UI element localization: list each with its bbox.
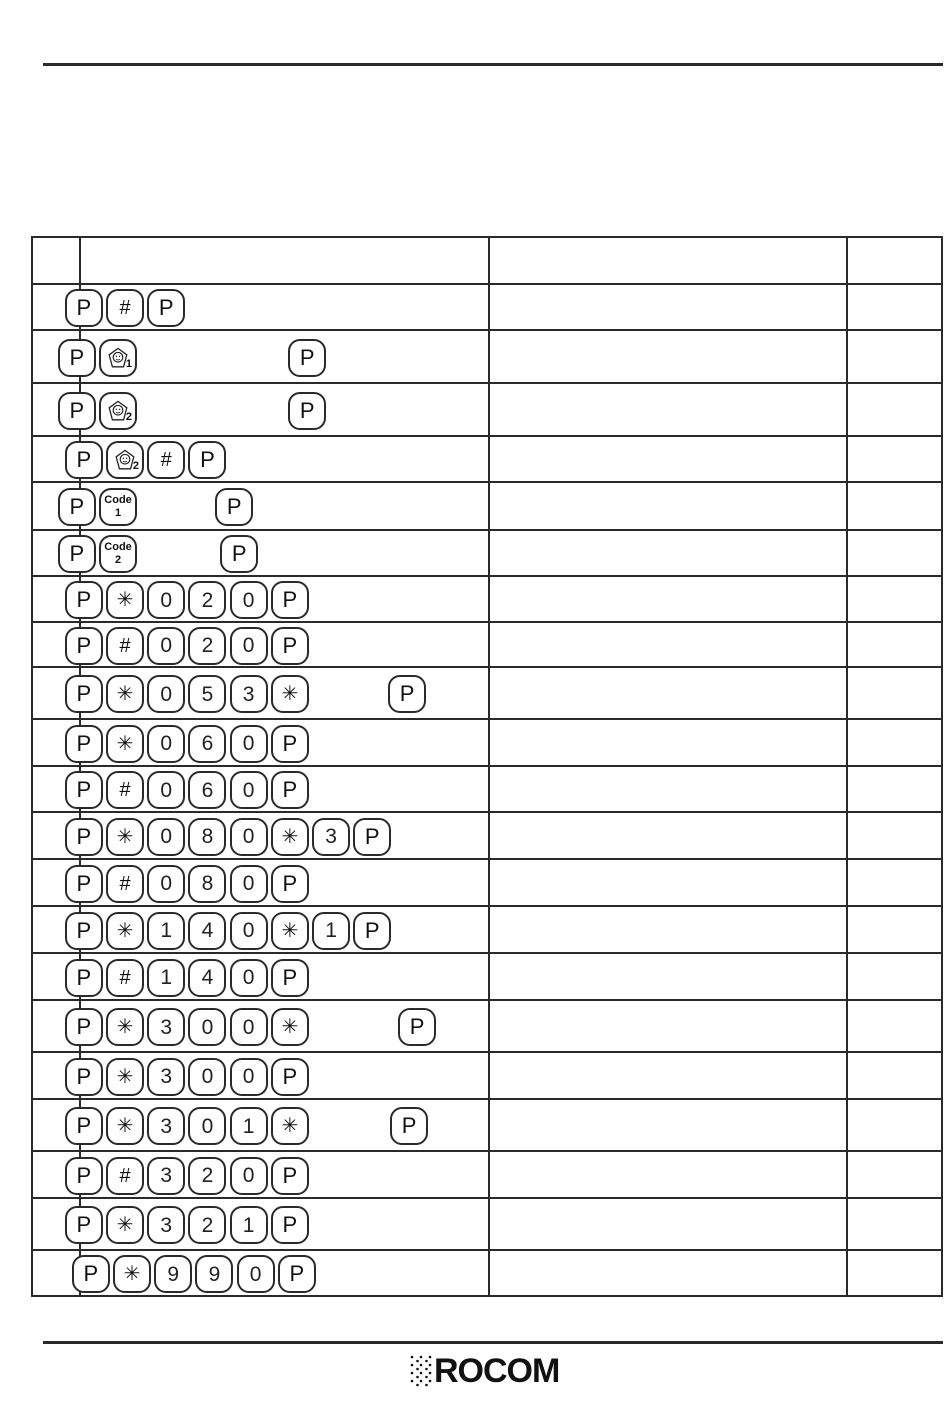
key-p: P — [65, 725, 103, 763]
table-row — [32, 1198, 942, 1250]
function-cell — [489, 1000, 847, 1052]
key-hash: # — [106, 959, 144, 997]
key-digit-3: 3 — [312, 818, 350, 856]
function-cell — [489, 1250, 847, 1296]
header-cell-page — [847, 237, 942, 284]
key-digit-1: 1 — [147, 912, 185, 950]
key-p: P — [65, 627, 103, 665]
key-digit-2: 2 — [188, 627, 226, 665]
page-cell — [847, 576, 942, 622]
key-digit-9: 9 — [195, 1255, 233, 1293]
page-cell — [847, 330, 942, 383]
page-cell — [847, 906, 942, 953]
function-cell — [489, 906, 847, 953]
page-cell — [847, 812, 942, 859]
key-p: P — [65, 818, 103, 856]
page-cell — [847, 1151, 942, 1198]
key-star: ✳ — [106, 1058, 144, 1096]
page-cell — [847, 1198, 942, 1250]
function-cell — [489, 436, 847, 482]
key-sequence-cell — [76, 812, 490, 859]
key-digit-3: 3 — [147, 1107, 185, 1145]
key-digit-0: 0 — [230, 725, 268, 763]
function-cell — [489, 719, 847, 766]
key-sequence-cell — [76, 622, 490, 667]
key-hash: # — [106, 627, 144, 665]
key-sequence-cell — [76, 906, 490, 953]
header-cell-function — [489, 237, 847, 284]
table-row — [32, 1151, 942, 1198]
key-hash: # — [147, 441, 185, 479]
function-cell — [489, 482, 847, 530]
key-p: P — [353, 818, 391, 856]
key-digit-0: 0 — [237, 1255, 275, 1293]
key-p: P — [72, 1255, 110, 1293]
key-sequence-cell — [76, 1198, 490, 1250]
key-digit-0: 0 — [230, 1058, 268, 1096]
key-sequence-cell — [69, 482, 490, 530]
table-row — [32, 859, 942, 906]
key-star: ✳ — [106, 1008, 144, 1046]
key-sequence-cell — [76, 766, 490, 812]
table-row — [32, 953, 942, 1000]
key-p: P — [65, 441, 103, 479]
bottom-rule — [43, 1341, 943, 1344]
key-p: P — [65, 1008, 103, 1046]
key-sequence-cell — [76, 719, 490, 766]
key-digit-0: 0 — [230, 771, 268, 809]
table-row — [32, 1099, 942, 1151]
key-code-number: 1 — [114, 507, 122, 519]
key-user-number: 2 — [125, 410, 133, 423]
key-p: P — [271, 627, 309, 665]
key-p: P — [388, 675, 426, 713]
function-cell — [489, 330, 847, 383]
table-row — [32, 482, 942, 530]
key-star: ✳ — [271, 818, 309, 856]
function-cell — [489, 667, 847, 719]
key-user-number: 2 — [132, 460, 140, 472]
key-digit-0: 0 — [147, 865, 185, 903]
table-row — [32, 906, 942, 953]
key-p: P — [288, 392, 326, 430]
key-sequence-cell — [76, 576, 490, 622]
key-digit-0: 0 — [188, 1008, 226, 1046]
header-cell-number — [32, 237, 80, 284]
key-p: P — [271, 581, 309, 619]
key-p: P — [65, 581, 103, 619]
key-digit-8: 8 — [188, 865, 226, 903]
key-digit-9: 9 — [154, 1255, 192, 1293]
page-cell — [847, 766, 942, 812]
key-sequence-cell — [76, 1151, 490, 1198]
table-header-row — [32, 237, 942, 284]
key-digit-0: 0 — [188, 1058, 226, 1096]
key-digit-0: 0 — [230, 627, 268, 665]
key-star: ✳ — [106, 818, 144, 856]
function-cell — [489, 284, 847, 330]
page-cell — [847, 482, 942, 530]
key-digit-0: 0 — [230, 581, 268, 619]
key-digit-8: 8 — [188, 818, 226, 856]
key-sequence-cell — [76, 284, 490, 330]
key-p: P — [65, 865, 103, 903]
key-hash: # — [106, 865, 144, 903]
table-row — [32, 284, 942, 330]
key-digit-4: 4 — [188, 912, 226, 950]
page-cell — [847, 622, 942, 667]
table-row — [32, 719, 942, 766]
key-star: ✳ — [106, 912, 144, 950]
function-cell — [489, 812, 847, 859]
key-digit-1: 1 — [230, 1107, 268, 1145]
key-sequence-cell — [69, 530, 490, 576]
key-digit-3: 3 — [147, 1058, 185, 1096]
table-row — [32, 576, 942, 622]
key-p: P — [65, 1206, 103, 1244]
key-star: ✳ — [271, 675, 309, 713]
logo-text: ROCOM — [434, 1351, 560, 1390]
key-digit-3: 3 — [147, 1157, 185, 1195]
key-p: P — [65, 1157, 103, 1195]
key-code-word: Code — [104, 494, 132, 506]
key-star: ✳ — [271, 1107, 309, 1145]
key-digit-6: 6 — [188, 771, 226, 809]
page-cell — [847, 1099, 942, 1151]
key-p: P — [58, 488, 96, 526]
key-digit-0: 0 — [147, 818, 185, 856]
table-row — [32, 436, 942, 482]
key-p: P — [271, 1058, 309, 1096]
rocom-logo — [410, 1353, 559, 1389]
function-cell — [489, 1198, 847, 1250]
key-digit-6: 6 — [188, 725, 226, 763]
key-digit-3: 3 — [147, 1206, 185, 1244]
key-digit-0: 0 — [147, 725, 185, 763]
function-cell — [489, 766, 847, 812]
page-cell — [847, 1000, 942, 1052]
key-digit-0: 0 — [147, 581, 185, 619]
key-p: P — [271, 1206, 309, 1244]
key-user-1 — [99, 339, 137, 377]
logo-dot-pattern-icon — [410, 1355, 432, 1387]
table-row — [32, 330, 942, 383]
key-p: P — [65, 1058, 103, 1096]
key-p: P — [147, 289, 185, 327]
page-cell — [847, 436, 942, 482]
key-p: P — [58, 535, 96, 573]
key-sequence-cell — [76, 1000, 490, 1052]
key-sequence-cell — [69, 330, 490, 383]
page-cell — [847, 284, 942, 330]
key-p: P — [215, 488, 253, 526]
key-p: P — [58, 392, 96, 430]
key-digit-0: 0 — [230, 959, 268, 997]
function-cell — [489, 622, 847, 667]
key-p: P — [65, 771, 103, 809]
function-cell — [489, 576, 847, 622]
key-sequence-cell — [76, 1052, 490, 1099]
key-digit-3: 3 — [147, 1008, 185, 1046]
key-p: P — [65, 959, 103, 997]
key-digit-1: 1 — [230, 1206, 268, 1244]
key-p: P — [271, 725, 309, 763]
key-digit-0: 0 — [230, 1008, 268, 1046]
key-digit-0: 0 — [147, 771, 185, 809]
page-cell — [847, 383, 942, 436]
function-cell — [489, 383, 847, 436]
top-rule — [43, 63, 943, 66]
key-hash: # — [106, 289, 144, 327]
table-row — [32, 766, 942, 812]
key-p: P — [65, 912, 103, 950]
key-p: P — [271, 959, 309, 997]
key-digit-2: 2 — [188, 1157, 226, 1195]
key-user-number: 1 — [125, 357, 133, 370]
key-star: ✳ — [106, 581, 144, 619]
key-user-2 — [106, 441, 144, 479]
key-digit-2: 2 — [188, 1206, 226, 1244]
key-p: P — [188, 441, 226, 479]
key-p: P — [271, 771, 309, 809]
function-cell — [489, 953, 847, 1000]
key-digit-1: 1 — [312, 912, 350, 950]
page-cell — [847, 1052, 942, 1099]
table-row — [32, 667, 942, 719]
key-star: ✳ — [113, 1255, 151, 1293]
key-p: P — [220, 535, 258, 573]
key-code-1 — [99, 488, 137, 526]
table-row — [32, 1250, 942, 1296]
key-digit-0: 0 — [147, 675, 185, 713]
key-sequence-cell — [80, 1250, 490, 1296]
key-code-word: Code — [104, 541, 132, 553]
key-p: P — [65, 289, 103, 327]
key-digit-0: 0 — [230, 1157, 268, 1195]
header-cell-sequence — [80, 237, 490, 284]
page-cell — [847, 719, 942, 766]
key-star: ✳ — [271, 1008, 309, 1046]
page-cell — [847, 859, 942, 906]
function-cell — [489, 530, 847, 576]
key-star: ✳ — [271, 912, 309, 950]
key-hash: # — [106, 1157, 144, 1195]
key-sequence-cell — [76, 953, 490, 1000]
key-code-2 — [99, 535, 137, 573]
table-row — [32, 1052, 942, 1099]
programming-code-table — [31, 236, 943, 1297]
key-digit-0: 0 — [230, 818, 268, 856]
key-sequence-cell — [76, 436, 490, 482]
key-p: P — [353, 912, 391, 950]
page-cell — [847, 530, 942, 576]
key-code-number: 2 — [114, 554, 122, 566]
key-p: P — [65, 675, 103, 713]
key-digit-5: 5 — [188, 675, 226, 713]
table-row — [32, 530, 942, 576]
key-star: ✳ — [106, 1206, 144, 1244]
key-digit-0: 0 — [188, 1107, 226, 1145]
function-cell — [489, 1099, 847, 1151]
key-p: P — [390, 1107, 428, 1145]
key-p: P — [271, 865, 309, 903]
key-hash: # — [106, 771, 144, 809]
key-digit-0: 0 — [230, 865, 268, 903]
key-sequence-cell — [76, 859, 490, 906]
key-digit-0: 0 — [230, 912, 268, 950]
function-cell — [489, 1151, 847, 1198]
page-cell — [847, 1250, 942, 1296]
key-p: P — [58, 339, 96, 377]
function-cell — [489, 859, 847, 906]
table-row — [32, 1000, 942, 1052]
function-cell — [489, 1052, 847, 1099]
key-user-2 — [99, 392, 137, 430]
table-row — [32, 622, 942, 667]
key-star: ✳ — [106, 725, 144, 763]
table-row — [32, 383, 942, 436]
key-star: ✳ — [106, 1107, 144, 1145]
key-digit-2: 2 — [188, 581, 226, 619]
key-p: P — [398, 1008, 436, 1046]
key-sequence-cell — [69, 383, 490, 436]
key-digit-3: 3 — [230, 675, 268, 713]
page-cell — [847, 953, 942, 1000]
key-digit-1: 1 — [147, 959, 185, 997]
key-sequence-cell — [76, 667, 490, 719]
key-digit-0: 0 — [147, 627, 185, 665]
page-cell — [847, 667, 942, 719]
key-digit-4: 4 — [188, 959, 226, 997]
table-row — [32, 812, 942, 859]
key-p: P — [278, 1255, 316, 1293]
key-p: P — [288, 339, 326, 377]
key-p: P — [65, 1107, 103, 1145]
key-p: P — [271, 1157, 309, 1195]
key-sequence-cell — [76, 1099, 490, 1151]
key-star: ✳ — [106, 675, 144, 713]
